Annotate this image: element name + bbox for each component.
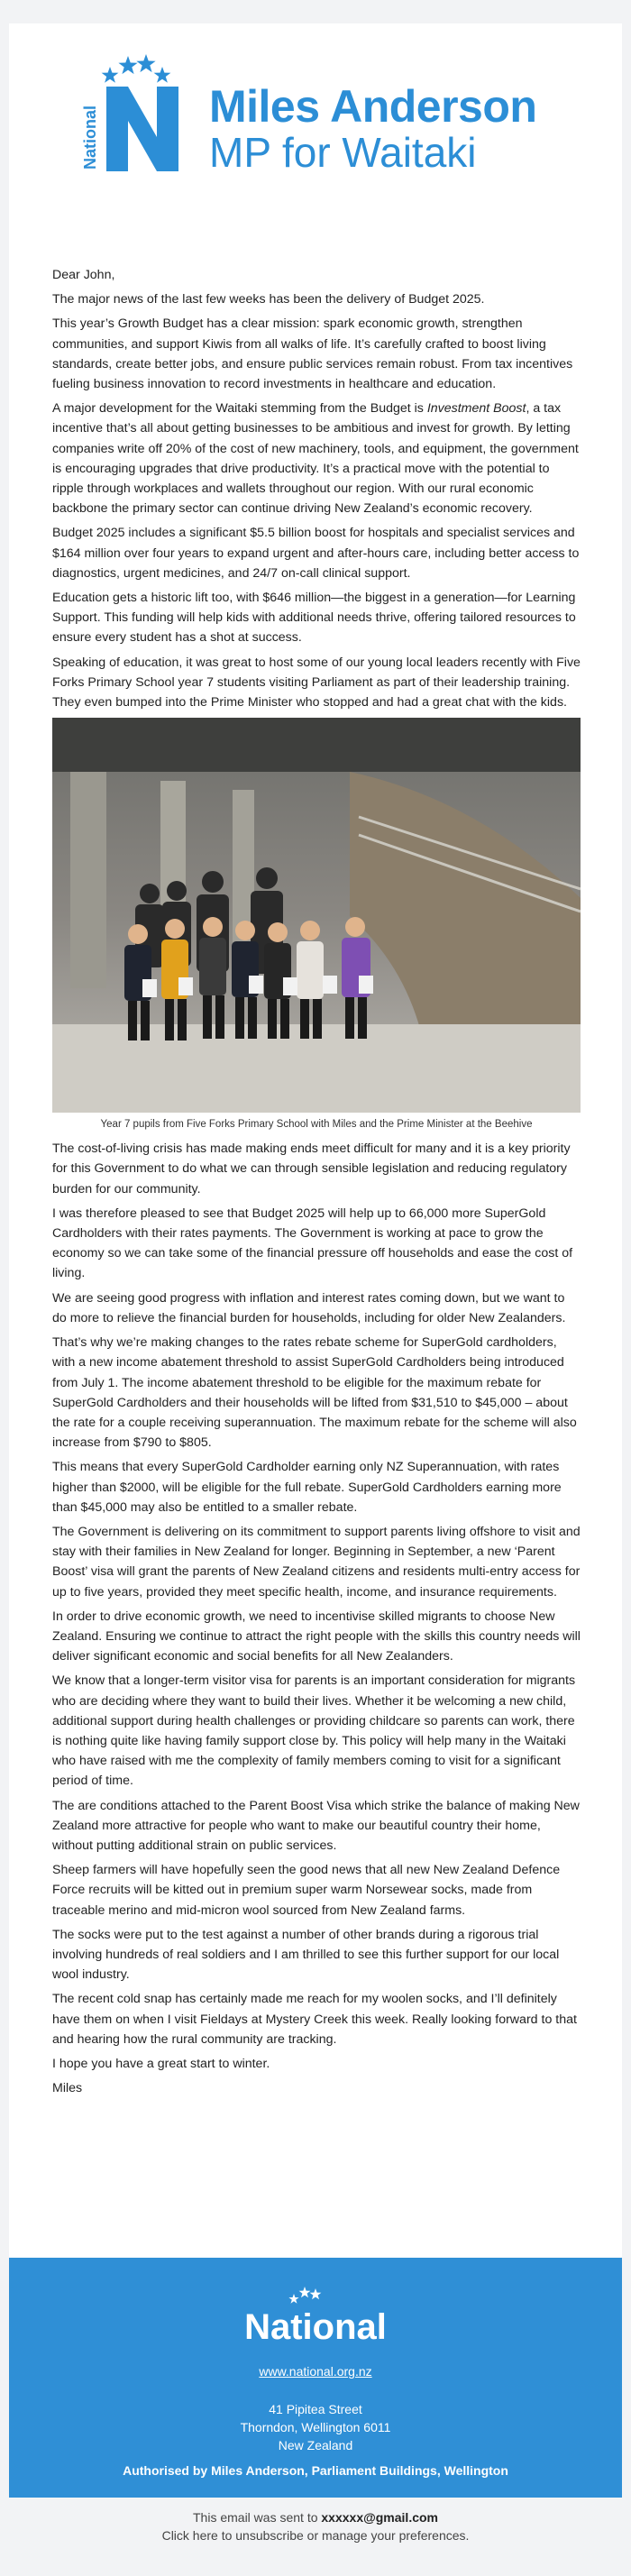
- paragraph: Speaking of education, it was great to host some of our young local leaders recently with Five Forks Primary School year 7 students visiting Parliament as part of their leadership training. They even bumped into the Prime Minister who stopped and had a great chat with the kids.: [52, 655, 581, 710]
- signoff: Miles: [52, 2081, 83, 2096]
- address-line: New Zealand: [278, 2438, 353, 2452]
- photo-caption: Year 7 pupils from Five Forks Primary School with Miles and the Prime Minister at the Beehive: [100, 1119, 533, 1131]
- paragraph: Budget 2025 includes a significant $5.5 billion boost for hospitals and specialist services and $164 million over four years to expand urgent and after-hours care, including better access to diagnostics, urgent medicines, and 24/7 on-call clinical support.: [52, 526, 580, 581]
- paragraph: The cost-of-living crisis has made making ends meet difficult for many and it is a key priority for this Government to do what we can through sensible legislation and reducing regulatory burden for our community.: [52, 1141, 571, 1196]
- paragraph: That’s why we’re making changes to the rates rebate scheme for SuperGold cardholders, with a new income abatement threshold to assist SuperGold Cardholders being introduced from July 1. The income abatement threshold to be eligible for the maximum rebate for SuperGold Cardholders and their households will be lifted from $31,510 to $45,000 – about the rate for a couple receiving superannuation. The maximum rebate for the scheme will also increase from $790 to $805.: [52, 1335, 577, 1451]
- recipient-email: xxxxxx@gmail.com: [321, 2510, 438, 2525]
- school-visit-photo: [52, 718, 581, 1113]
- paragraph: [52, 399, 581, 518]
- authorisation-statement: Authorised by Miles Anderson, Parliament Buildings, Wellington: [123, 2463, 508, 2478]
- mp-name: Miles Anderson: [209, 81, 537, 132]
- national-logo-icon: [81, 54, 198, 171]
- paragraph: The socks were put to the test against a number of other brands during a rigorous trial involving hundreds of real soldiers and I am thrilled to see this further support for our local wool industry.: [52, 1927, 560, 1983]
- sent-to-line: [0, 2508, 631, 2526]
- paragraph: We know that a longer-term visitor visa for parents is an important consideration for migrants who are deciding where they want to build their lives. Whether it be welcoming a new child, additional support during health challenges or providing childcare so parents can work, there is nothing quite like having family support close by. This policy will help many in the Waitaki who have raised with me the complexity of family members coming to visit for a significant period of time.: [52, 1673, 576, 1789]
- paragraph: This means that every SuperGold Cardholder earning only NZ Superannuation, with rates higher than $2000, will be eligible for the full rebate. SuperGold Cardholders earning more than $45,000 may also be entitled to a smaller rebate.: [52, 1460, 562, 1515]
- email-card: [9, 23, 622, 2498]
- website-link[interactable]: www.national.org.nz: [259, 2364, 372, 2379]
- paragraph: Sheep farmers will have hopefully seen the good news that all new New Zealand Defence Force recruits will be kitted out in premium super warm Norsewear socks, made from traceable merino and mid-micron wool sourced from New Zealand farms.: [52, 1863, 561, 1918]
- email-meta: [0, 2508, 631, 2544]
- email-header: [9, 23, 622, 267]
- paragraph: I was therefore pleased to see that Budget 2025 will help up to 66,000 more SuperGold Cardholders with their rates payments. The Government is working at pace to grow the economy so we can take some of the financial pressure off households and ease the cost of living.: [52, 1205, 573, 1281]
- paragraph-part: A major development for the Waitaki stemming from the Budget is: [52, 401, 427, 417]
- paragraph-part: , a tax incentive that’s all about getting businesses to be ambitious and invest for growth. By letting companies write off 20% of the cost of new machinery, tools, and equipment, the government is encouraging upgrades that drive productivity. It’s a practical move with the potential to ripple through workplaces and wallets throughout our region. With our rural economic backbone the primary sector can continue driving New Zealand’s economic recovery.: [52, 401, 579, 517]
- footer-logo-word: National: [244, 2307, 387, 2346]
- sent-to-prefix: This email was sent to: [193, 2510, 322, 2525]
- investment-boost-emphasis: Investment Boost: [426, 401, 526, 417]
- address-line: 41 Pipitea Street: [269, 2402, 362, 2416]
- paragraph: In order to drive economic growth, we need to incentivise skilled migrants to choose New Zealand. Ensuring we continue to attract the right people with the skills this country needs will deliver significant economic and social benefits for all New Zealanders.: [52, 1609, 581, 1664]
- paragraph: I hope you have a great start to winter.: [52, 2057, 270, 2071]
- paragraph: We are seeing good progress with inflation and interest rates coming down, but we want to do more to relieve the financial burden for households, including for older New Zealanders.: [52, 1290, 566, 1325]
- paragraph: Education gets a historic lift too, with $646 million—the biggest in a generation—for Learning Support. This funding will help kids with additional needs thrive, offering tailored resources to ensure every student has a shot at success.: [52, 591, 576, 646]
- email-footer: [9, 2258, 622, 2498]
- address-line: Thorndon, Wellington 6011: [240, 2420, 391, 2434]
- paragraph: The are conditions attached to the Parent Boost Visa which strike the balance of making New Zealand more attractive for people who want to make our beautiful country their home, without putting additional strain on public services.: [52, 1798, 580, 1853]
- unsubscribe-link[interactable]: Click here to unsubscribe or manage your preferences.: [161, 2528, 470, 2543]
- paragraph: The major news of the last few weeks has been the delivery of Budget 2025.: [52, 292, 485, 307]
- mp-electorate: MP for Waitaki: [209, 129, 477, 176]
- paragraph: The Government is delivering on its commitment to support parents living offshore to visit and stay with their families in New Zealand for longer. Beginning in September, a new ‘Parent Boost’ visa will grant the parents of New Zealand citizens and residents multi-entry access for up to five years, provided they meet specific health, income, and insurance requirements.: [52, 1524, 581, 1600]
- greeting: Dear John,: [52, 268, 115, 282]
- logo-word: National: [81, 105, 99, 170]
- letter-body: [52, 265, 581, 2103]
- paragraph: The recent cold snap has certainly made me reach for my woolen socks, and I’ll definitely have them on when I visit Fieldays at Mystery Creek this week. Really looking forward to that and hearing how the rural community are tracking.: [52, 1992, 577, 2047]
- national-footer-logo-icon: [225, 2287, 406, 2346]
- paragraph: This year’s Growth Budget has a clear mission: spark economic growth, strengthen communities, and support Kiwis from all walks of life. It’s carefully crafted to boost living standards, create better jobs, and ensure public services remain robust. From tax incentives fueling business innovation to record investments in healthcare and education.: [52, 316, 573, 392]
